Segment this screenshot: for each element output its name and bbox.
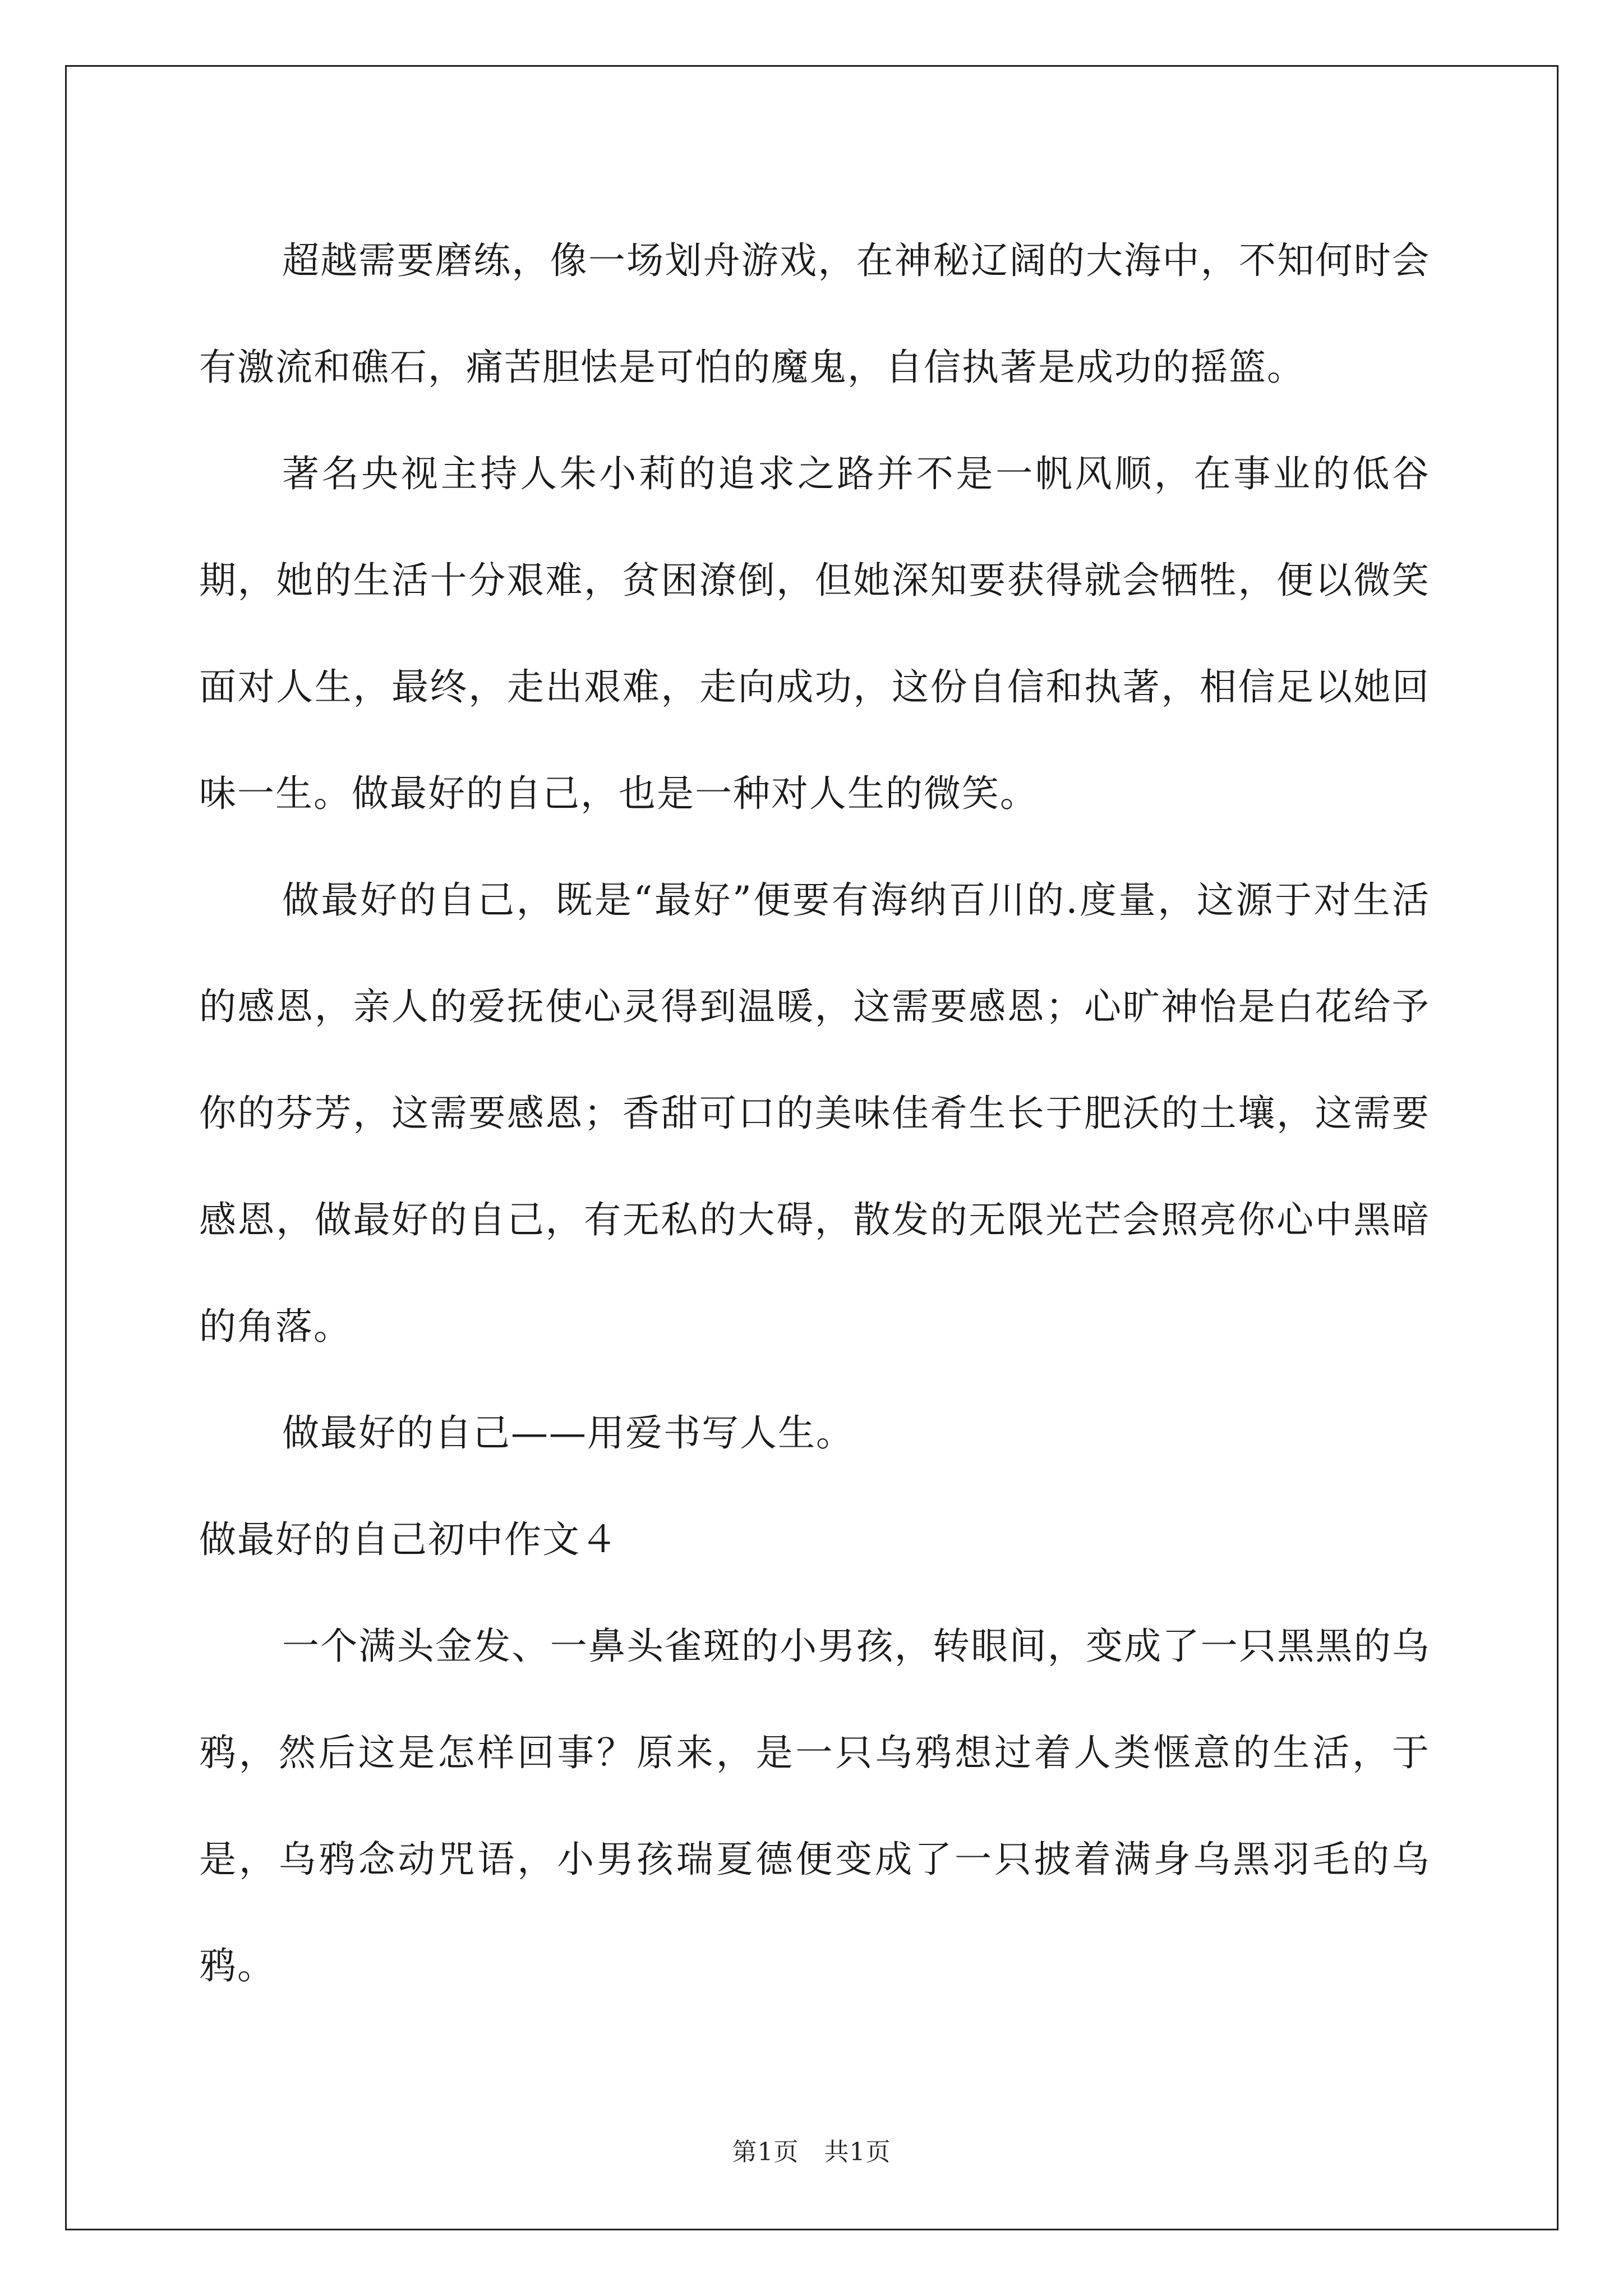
paragraph-2: 著名央视主持人朱小莉的追求之路并不是一帆风顺，在事业的低谷期，她的生活十分艰难，贫困潦倒，但她深知要获得就会牺牲，便以微笑面对人生，最终，走出艰难，走向成功，这份自信和执著，相信足以她回味一生。做最好的自己，也是一种对人生的微笑。: [199, 452, 1430, 815]
paragraph-4: 做最好的自己——用爱书写人生。: [282, 1411, 854, 1455]
section-heading: 做最好的自己初中作文４: [199, 1518, 619, 1561]
paragraph-1: 超越需要磨练，像一场划舟游戏，在神秘辽阔的大海中，不知何时会有激流和礁石，痛苦胆怯是可怕的魔鬼，自信执著是成功的摇篮。: [199, 239, 1430, 389]
paragraph-3: 做最好的自己，既是“最好”便要有海纳百川的.度量，这源于对生活的感恩，亲人的爱抚使心灵得到温暖，这需要感恩；心旷神怡是白花给予你的芬芳，这需要感恩；香甜可口的美味佳肴生长于肥沃的土壤，这需要感恩，做最好的自己，有无私的大碍，散发的无限光芒会照亮你心中黑暗的角落。: [199, 878, 1430, 1348]
page-number-text: 第1页 共1页: [732, 2138, 891, 2166]
paragraph-5: 一个满头金发、一鼻头雀斑的小男孩，转眼间，变成了一只黑黑的乌鸦，然后这是怎样回事？原来，是一只乌鸦想过着人类惬意的生活，于是，乌鸦念动咒语，小男孩瑞夏德便变成了一只披着满身乌黑羽毛的乌鸦。: [199, 1625, 1430, 1987]
document-body: [199, 208, 1430, 2019]
page-footer: [0, 2132, 1623, 2168]
